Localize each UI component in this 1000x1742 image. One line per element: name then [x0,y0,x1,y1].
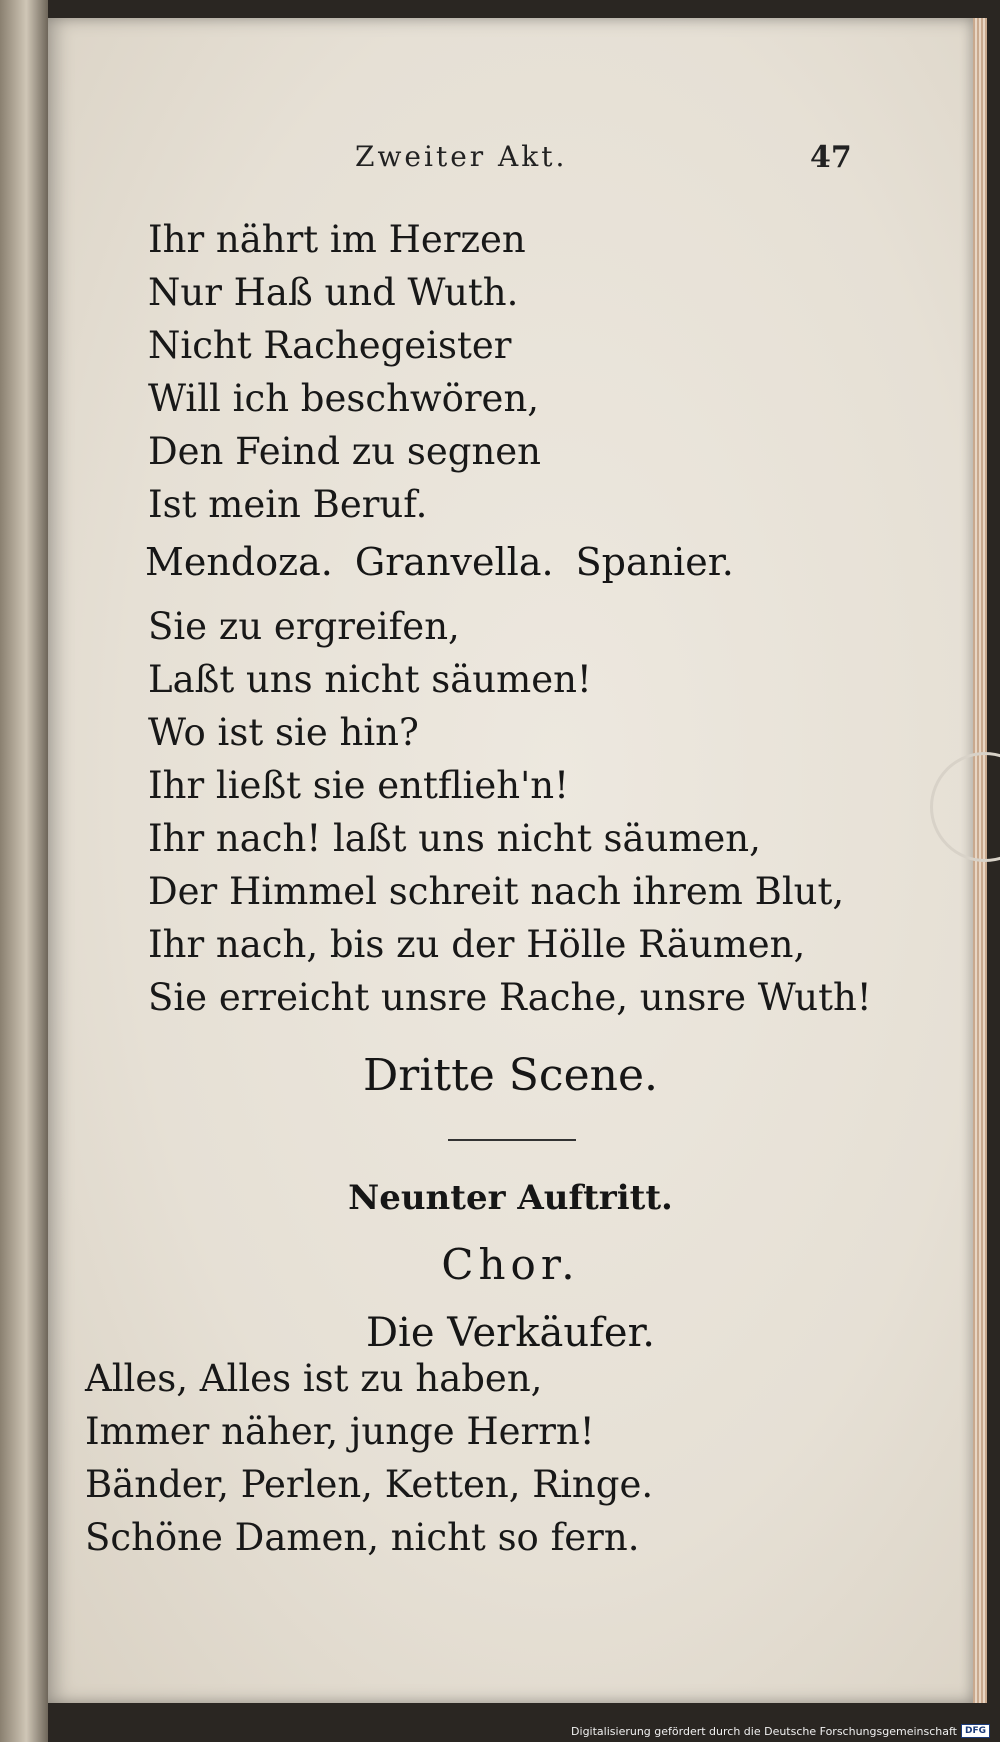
verse-block-1 [148,213,541,531]
digitization-footer [571,1724,990,1738]
verse-line: Ist mein Beruf. [148,483,428,526]
footer-credit: Digitalisierung gefördert durch die Deutsche Forschungsgemeinschaft [571,1724,957,1738]
speaker-names: Mendoza. Granvella. Spanier. [145,540,734,584]
verse-line: Sie erreicht unsre Rache, unsre Wuth! [148,976,872,1019]
verse-line: Alles, Alles ist zu haben, [85,1357,543,1400]
verse-line: Der Himmel schreit nach ihrem Blut, [148,870,845,913]
verse-line: Immer näher, junge Herrn! [85,1410,595,1453]
entrance-title: Neunter Auftritt. [348,1178,673,1218]
verse-line: Sie zu ergreifen, [148,605,460,648]
verse-line: Nur Haß und Wuth. [148,271,519,314]
separator-rule [448,1139,576,1141]
verse-line: Bänder, Perlen, Ketten, Ringe. [85,1463,654,1506]
dfg-logo-icon: DFG [961,1724,990,1738]
chorus-label: Chor. [441,1240,580,1289]
verse-block-2 [148,600,872,1024]
page-number: 47 [810,140,852,175]
verse-line: Wo ist sie hin? [148,711,419,754]
scene-title: Dritte Scene. [363,1050,658,1101]
adjacent-page-edge [0,0,48,1742]
verse-line: Ihr nach! laßt uns nicht säumen, [148,817,761,860]
verse-line: Ihr ließt sie entflieh'n! [148,764,569,807]
verse-line: Laßt uns nicht säumen! [148,658,592,701]
verse-line: Will ich beschwören, [148,377,540,420]
verse-line: Ihr nach, bis zu der Hölle Räumen, [148,923,806,966]
sellers-label: Die Verkäufer. [365,1310,656,1356]
verse-line: Schöne Damen, nicht so fern. [85,1516,640,1559]
verse-line: Den Feind zu segnen [148,430,542,473]
running-title: Zweiter Akt. [355,140,568,173]
verse-block-3 [85,1352,653,1564]
verse-line: Nicht Rachegeister [148,324,512,367]
verse-line: Ihr nährt im Herzen [148,218,526,261]
